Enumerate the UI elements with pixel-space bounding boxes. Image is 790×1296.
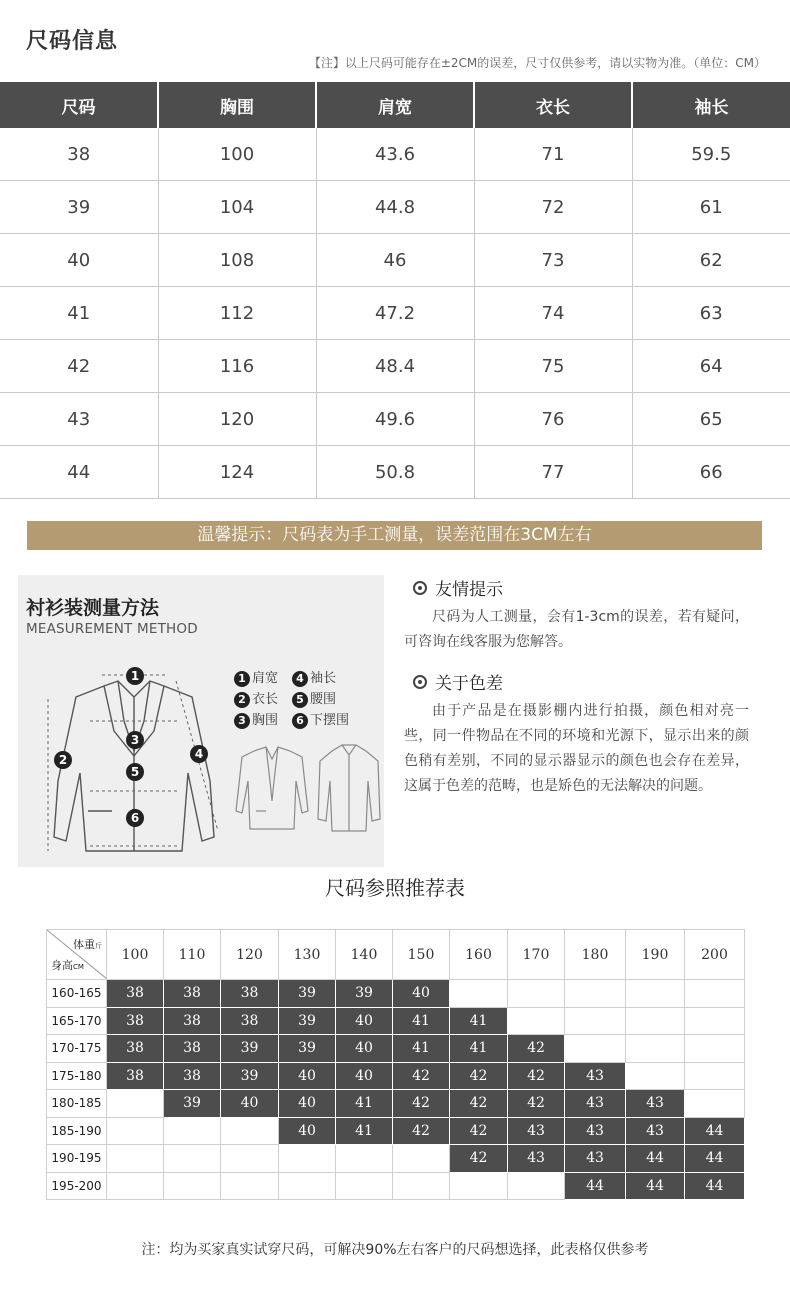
recommend-size-cell — [626, 980, 685, 1008]
size-cell: 73 — [474, 234, 632, 287]
recommend-size-cell: 42 — [450, 1090, 508, 1118]
recommend-size-cell: 38 — [164, 1062, 221, 1090]
recommend-size-cell: 42 — [508, 1035, 565, 1063]
weight-header-cell: 200 — [685, 930, 745, 980]
size-cell: 46 — [316, 234, 474, 287]
weight-header-cell: 120 — [221, 930, 279, 980]
recommend-size-cell: 38 — [164, 1007, 221, 1035]
page-title: 尺码信息 — [26, 29, 119, 54]
recommend-size-cell: 42 — [393, 1062, 450, 1090]
recommend-table — [46, 929, 745, 1200]
tip-banner: 温馨提示：尺码表为手工测量，误差范围在3CM左右 — [27, 521, 762, 550]
recommend-size-cell — [107, 1090, 164, 1118]
recommend-size-cell: 42 — [450, 1117, 508, 1145]
legend-item-3: 3 胸围 — [234, 709, 278, 729]
size-cell: 71 — [474, 128, 632, 181]
recommend-row — [47, 1172, 745, 1200]
recommend-size-cell: 41 — [336, 1090, 393, 1118]
recommend-size-cell: 38 — [164, 980, 221, 1008]
recommend-size-cell: 43 — [565, 1090, 626, 1118]
recommend-size-cell — [107, 1117, 164, 1145]
recommend-size-cell: 39 — [336, 980, 393, 1008]
recommend-size-cell: 39 — [279, 1007, 336, 1035]
marker-6: 6 — [126, 809, 144, 827]
recommend-size-cell: 40 — [336, 1035, 393, 1063]
recommend-size-cell: 44 — [685, 1172, 745, 1200]
size-row — [0, 340, 790, 393]
recommend-size-cell: 39 — [164, 1090, 221, 1118]
recommend-size-cell: 40 — [221, 1090, 279, 1118]
recommend-size-cell: 43 — [508, 1145, 565, 1173]
recommend-size-cell: 41 — [450, 1007, 508, 1035]
recommend-size-cell: 44 — [565, 1172, 626, 1200]
recommend-row — [47, 1117, 745, 1145]
size-cell: 43 — [0, 393, 158, 446]
recommend-size-cell: 38 — [107, 1007, 164, 1035]
recommend-size-cell: 38 — [164, 1035, 221, 1063]
size-row — [0, 234, 790, 287]
recommend-size-cell: 42 — [508, 1090, 565, 1118]
recommend-row — [47, 1062, 745, 1090]
recommend-size-cell: 43 — [626, 1090, 685, 1118]
color-diff-heading: 关于色差 — [413, 669, 503, 694]
recommend-size-cell — [565, 1035, 626, 1063]
size-row — [0, 128, 790, 181]
size-cell: 66 — [632, 446, 790, 499]
header-sleeve: 袖长 — [632, 82, 790, 128]
recommend-row — [47, 980, 745, 1008]
recommend-size-cell: 41 — [393, 1007, 450, 1035]
size-cell: 63 — [632, 287, 790, 340]
recommend-size-cell: 40 — [279, 1090, 336, 1118]
footer-note: 注：均为买家真实试穿尺码，可解决90%左右客户的尺码想选择，此表格仅供参考 — [141, 1242, 649, 1258]
size-row — [0, 446, 790, 499]
recommend-size-cell: 38 — [107, 1035, 164, 1063]
recommend-size-cell — [221, 1172, 279, 1200]
size-cell: 38 — [0, 128, 158, 181]
size-cell: 42 — [0, 340, 158, 393]
recommend-size-cell: 42 — [508, 1062, 565, 1090]
recommend-size-cell — [107, 1145, 164, 1173]
size-cell: 72 — [474, 181, 632, 234]
size-table — [0, 82, 790, 499]
recommend-size-cell: 40 — [279, 1062, 336, 1090]
height-label: 身高CM — [51, 959, 84, 972]
recommend-size-cell — [279, 1172, 336, 1200]
recommend-size-cell: 42 — [393, 1117, 450, 1145]
height-range-cell: 195-200 — [47, 1172, 107, 1200]
recommend-size-cell — [508, 1007, 565, 1035]
height-range-cell: 180-185 — [47, 1090, 107, 1118]
size-row — [0, 181, 790, 234]
size-cell: 74 — [474, 287, 632, 340]
marker-1: 1 — [126, 667, 144, 685]
legend-item-4: 4 袖长 — [292, 667, 336, 687]
size-cell: 47.2 — [316, 287, 474, 340]
recommend-size-cell: 42 — [450, 1062, 508, 1090]
recommend-size-cell: 43 — [565, 1145, 626, 1173]
marker-3: 3 — [126, 731, 144, 749]
measurement-panel — [18, 575, 384, 867]
marker-4: 4 — [190, 745, 208, 763]
recommend-size-cell — [393, 1145, 450, 1173]
size-cell: 77 — [474, 446, 632, 499]
size-cell: 41 — [0, 287, 158, 340]
recommend-size-cell — [221, 1117, 279, 1145]
recommend-size-cell: 41 — [336, 1117, 393, 1145]
size-cell: 120 — [158, 393, 316, 446]
height-range-cell: 170-175 — [47, 1035, 107, 1063]
height-range-cell: 175-180 — [47, 1062, 107, 1090]
size-cell: 108 — [158, 234, 316, 287]
size-cell: 76 — [474, 393, 632, 446]
corner-cell — [47, 930, 107, 980]
recommend-row — [47, 1145, 745, 1173]
recommend-size-cell: 43 — [508, 1117, 565, 1145]
recommend-size-cell — [508, 1172, 565, 1200]
size-cell: 64 — [632, 340, 790, 393]
size-cell: 48.4 — [316, 340, 474, 393]
recommend-size-cell — [393, 1172, 450, 1200]
friendly-tip-text: 尺码为人工测量，会有1-3cm的误差，若有疑问，可咨询在线客服为您解答。 — [404, 609, 749, 650]
bullet-icon — [413, 581, 427, 595]
header-chest: 胸围 — [158, 82, 316, 128]
recommend-size-cell: 42 — [393, 1090, 450, 1118]
height-range-cell: 190-195 — [47, 1145, 107, 1173]
recommend-size-cell — [221, 1145, 279, 1173]
recommend-size-cell — [626, 1062, 685, 1090]
size-cell: 40 — [0, 234, 158, 287]
recommend-size-cell — [685, 1035, 745, 1063]
measurement-title: 衬衫装测量方法 — [26, 597, 160, 619]
recommend-size-cell — [336, 1172, 393, 1200]
recommend-row — [47, 1007, 745, 1035]
height-range-cell: 160-165 — [47, 980, 107, 1008]
header-size: 尺码 — [0, 82, 158, 128]
weight-header-cell: 140 — [336, 930, 393, 980]
size-cell: 124 — [158, 446, 316, 499]
size-cell: 49.6 — [316, 393, 474, 446]
recommend-size-cell — [164, 1117, 221, 1145]
recommend-size-cell: 44 — [685, 1117, 745, 1145]
legend-item-1: 1 肩宽 — [234, 667, 278, 687]
recommend-size-cell — [508, 980, 565, 1008]
recommend-title: 尺码参照推荐表 — [325, 876, 465, 900]
recommend-size-cell: 40 — [336, 1062, 393, 1090]
recommend-size-cell — [565, 1007, 626, 1035]
recommend-size-cell: 40 — [279, 1117, 336, 1145]
marker-5: 5 — [126, 763, 144, 781]
size-cell: 59.5 — [632, 128, 790, 181]
recommend-size-cell: 44 — [685, 1145, 745, 1173]
recommend-size-cell: 38 — [221, 980, 279, 1008]
size-cell: 61 — [632, 181, 790, 234]
size-cell: 43.6 — [316, 128, 474, 181]
size-note: 【注】以上尺码可能存在±2CM的误差，尺寸仅供参考，请以实物为准。（单位：CM） — [308, 56, 766, 70]
recommend-size-cell: 38 — [107, 980, 164, 1008]
recommend-size-cell — [626, 1007, 685, 1035]
height-range-cell: 165-170 — [47, 1007, 107, 1035]
weight-header-cell: 190 — [626, 930, 685, 980]
recommend-size-cell — [685, 1062, 745, 1090]
recommend-size-cell — [450, 1172, 508, 1200]
recommend-size-cell: 38 — [221, 1007, 279, 1035]
recommend-size-cell — [336, 1145, 393, 1173]
recommend-row — [47, 1090, 745, 1118]
recommend-size-cell — [164, 1145, 221, 1173]
legend-item-5: 5 腰围 — [292, 688, 336, 708]
recommend-size-cell — [279, 1145, 336, 1173]
size-row — [0, 287, 790, 340]
weight-header-cell: 110 — [164, 930, 221, 980]
recommend-size-cell — [450, 980, 508, 1008]
recommend-size-cell: 41 — [450, 1035, 508, 1063]
friendly-tip-heading: 友情提示 — [413, 575, 503, 600]
recommend-size-cell: 39 — [279, 1035, 336, 1063]
recommend-size-cell — [107, 1172, 164, 1200]
size-cell: 112 — [158, 287, 316, 340]
header-length: 衣长 — [474, 82, 632, 128]
weight-header-cell: 180 — [565, 930, 626, 980]
header-shoulder: 肩宽 — [316, 82, 474, 128]
recommend-size-cell — [164, 1172, 221, 1200]
size-cell: 44 — [0, 446, 158, 499]
recommend-size-cell: 39 — [221, 1035, 279, 1063]
recommend-size-cell — [685, 1090, 745, 1118]
size-cell: 65 — [632, 393, 790, 446]
size-cell: 116 — [158, 340, 316, 393]
recommend-size-cell: 43 — [565, 1062, 626, 1090]
size-cell: 50.8 — [316, 446, 474, 499]
recommend-size-cell — [565, 980, 626, 1008]
recommend-size-cell — [626, 1035, 685, 1063]
height-range-cell: 185-190 — [47, 1117, 107, 1145]
legend-item-6: 6 下摆围 — [292, 709, 349, 729]
recommend-size-cell: 44 — [626, 1172, 685, 1200]
recommend-row — [47, 1035, 745, 1063]
weight-header-cell: 100 — [107, 930, 164, 980]
weight-header-cell: 160 — [450, 930, 508, 980]
recommend-size-cell: 43 — [626, 1117, 685, 1145]
recommend-header-row — [47, 930, 745, 980]
size-cell: 39 — [0, 181, 158, 234]
weight-header-cell: 170 — [508, 930, 565, 980]
legend-item-2: 2 衣长 — [234, 688, 278, 708]
size-cell: 75 — [474, 340, 632, 393]
recommend-size-cell — [685, 980, 745, 1008]
size-table-header — [0, 82, 790, 128]
shirt-measure-diagram — [18, 661, 228, 866]
measurement-subtitle: MEASUREMENT METHOD — [26, 621, 198, 637]
recommend-size-cell: 38 — [107, 1062, 164, 1090]
garment-sketches-icon — [232, 741, 382, 837]
weight-label: 体重斤 — [73, 938, 102, 951]
color-diff-text: 由于产品是在摄影棚内进行拍摄，颜色相对亮一些，同一件物品在不同的环境和光源下，显示出来的颜色稍有差别，不同的显示器显示的颜色也会存在差异，这属于色差的范畴，也是矫色的无法解决的问题。 — [404, 703, 749, 794]
weight-header-cell: 150 — [393, 930, 450, 980]
recommend-size-cell: 41 — [393, 1035, 450, 1063]
marker-2: 2 — [54, 751, 72, 769]
recommend-size-cell: 39 — [221, 1062, 279, 1090]
recommend-size-cell: 44 — [626, 1145, 685, 1173]
recommend-size-cell: 39 — [279, 980, 336, 1008]
size-cell: 62 — [632, 234, 790, 287]
weight-header-cell: 130 — [279, 930, 336, 980]
size-cell: 100 — [158, 128, 316, 181]
recommend-size-cell: 43 — [565, 1117, 626, 1145]
size-cell: 44.8 — [316, 181, 474, 234]
recommend-size-cell: 40 — [336, 1007, 393, 1035]
bullet-icon — [413, 675, 427, 689]
recommend-size-cell — [685, 1007, 745, 1035]
size-cell: 104 — [158, 181, 316, 234]
recommend-size-cell: 40 — [393, 980, 450, 1008]
size-row — [0, 393, 790, 446]
recommend-size-cell: 42 — [450, 1145, 508, 1173]
